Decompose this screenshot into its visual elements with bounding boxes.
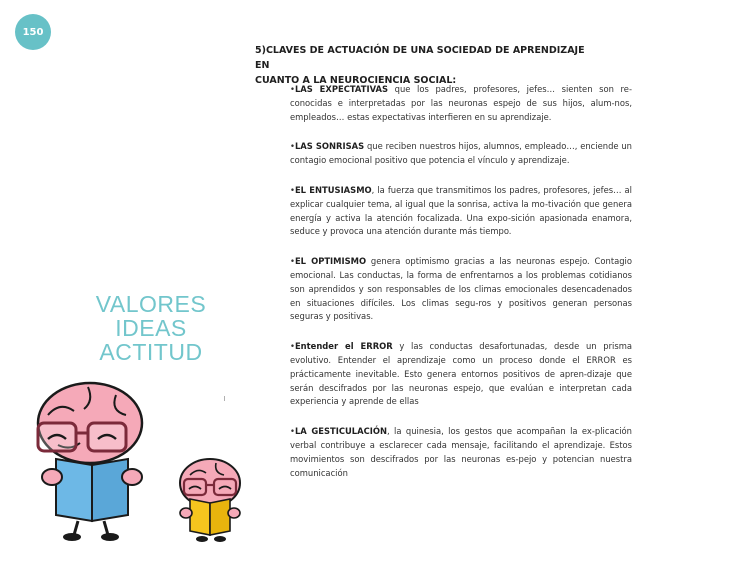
item-lead: EL ENTUSIASMO: [294, 184, 372, 195]
item-lead: LAS SONRISAS: [294, 141, 365, 152]
side-keywords: [86, 292, 216, 364]
keyword-valores: VALORES: [95, 291, 207, 317]
section-heading: [255, 43, 595, 88]
item-text: que reciben nuestros hijos, alumnos, empleado…, enciende un contagio emocional positivo que potencia el vínculo y aprendizaje.: [290, 141, 632, 166]
list-item: •EL ENTUSIASMO, la fuerza que transmitimos los padres, profesores, jefes… al explicar cualquier tema, al igual que la sonrisa, activa la mo-tivación que genera energía y activa la atención focalizada. Una expo-sición apasionada enamora, seduce y provoca una atención durante más tiempo.: [290, 184, 632, 237]
keyword-actitud: ACTITUD: [99, 339, 203, 365]
big-brain-icon: [38, 383, 142, 541]
item-lead: LAS EXPECTATIVAS: [294, 84, 389, 94]
item-lead: LA GESTICULACIÓN: [294, 426, 388, 437]
heading-line-2: CUANTO A LA NEUROCIENCIA SOCIAL:: [255, 75, 457, 86]
item-lead: Entender el ERROR: [294, 341, 393, 352]
page-number-badge: [15, 14, 51, 50]
item-lead: EL OPTIMISMO: [294, 256, 367, 267]
bullet-list: [290, 83, 632, 496]
item-text: que los padres, profesores, jefes… sienten son re-conocidas e interpretadas por las neuronas espejo de sus hijos, alum-nos, empleados… estas expectativas interfieren en su aprendizaje.: [290, 84, 632, 122]
reading-brains-illustration: [28, 375, 288, 545]
heading-line-1: 5)CLAVES DE ACTUACIÓN DE UNA SOCIEDAD DE APRENDIZAJE EN: [255, 45, 585, 71]
page-number: 150: [22, 26, 44, 38]
list-item: •Entender el ERROR y las conductas desafortunadas, desde un prisma evolutivo. Entender el aprendizaje como un proceso donde el ERROR es prácticamente inevitable. Esto genera entornos positivos de apren-dizaje que serán descifrados por las neuronas espejo, que evalúan e interpretan cada experiencia y aprende de ellas: [290, 341, 632, 407]
item-text: , la fuerza que transmitimos los padres, profesores, jefes… al explicar cualquier tema, al igual que la sonrisa, activa la mo-tivación que genera energía y activa la atención focalizada. Una expo-sición apasionada enamora, seduce y provoca una atención durante más tiempo.: [290, 184, 632, 237]
small-brain-icon: [180, 459, 240, 542]
item-text: , la quinesia, los gestos que acompañan la ex-plicación verbal contribuye a esclarecer cada mensaje, facilitando el aprendizaje. Estos movimientos son descifrados por las neuronas es-pejo y potencian nuestra comunicación: [290, 426, 632, 478]
list-item: •LAS EXPECTATIVAS que los padres, profesores, jefes… sienten son re-conocidas e interpretadas por las neuronas espejo de sus hijos, alum-nos, empleados… estas expectativas interfieren en su aprendizaje.: [290, 84, 632, 122]
list-item: •EL OPTIMISMO genera optimismo gracias a las neuronas espejo. Contagio emocional. Las conductas, la forma de enfrentarnos a los problemas cotidianos son aprendidos y son responsables de los climas emocionales desencadenados en situaciones difíciles. Los climas segu-ros y positivos generan personas seguras y positivas.: [290, 256, 632, 322]
item-text: y las conductas desafortunadas, desde un prisma evolutivo. Entender el aprendizaje como un proceso donde el ERROR es prácticamente inevitable. Esto genera entornos positivos de apren-dizaje que serán descifrados por las neuronas espejo, que evalúan e interpretan cada experiencia y aprende de ellas: [290, 341, 632, 407]
item-text: genera optimismo gracias a las neuronas espejo. Contagio emocional. Las conductas, la forma de enfrentarnos a los problemas cotidianos son aprendidos y son responsables de los climas emocionales desencadenados en situaciones difíciles. Los climas segu-ros y positivos generan personas seguras y positivas.: [290, 256, 632, 322]
list-item: •LA GESTICULACIÓN, la quinesia, los gestos que acompañan la ex-plicación verbal contribuye a esclarecer cada mensaje, facilitando el aprendizaje. Estos movimientos son descifrados por las neuronas es-pejo y potencian nuestra comunicación: [290, 426, 632, 478]
keyword-ideas: IDEAS: [115, 315, 187, 341]
list-item: •LAS SONRISAS que reciben nuestros hijos, alumnos, empleado…, enciende un contagio emocional positivo que potencia el vínculo y aprendizaje.: [290, 141, 632, 166]
